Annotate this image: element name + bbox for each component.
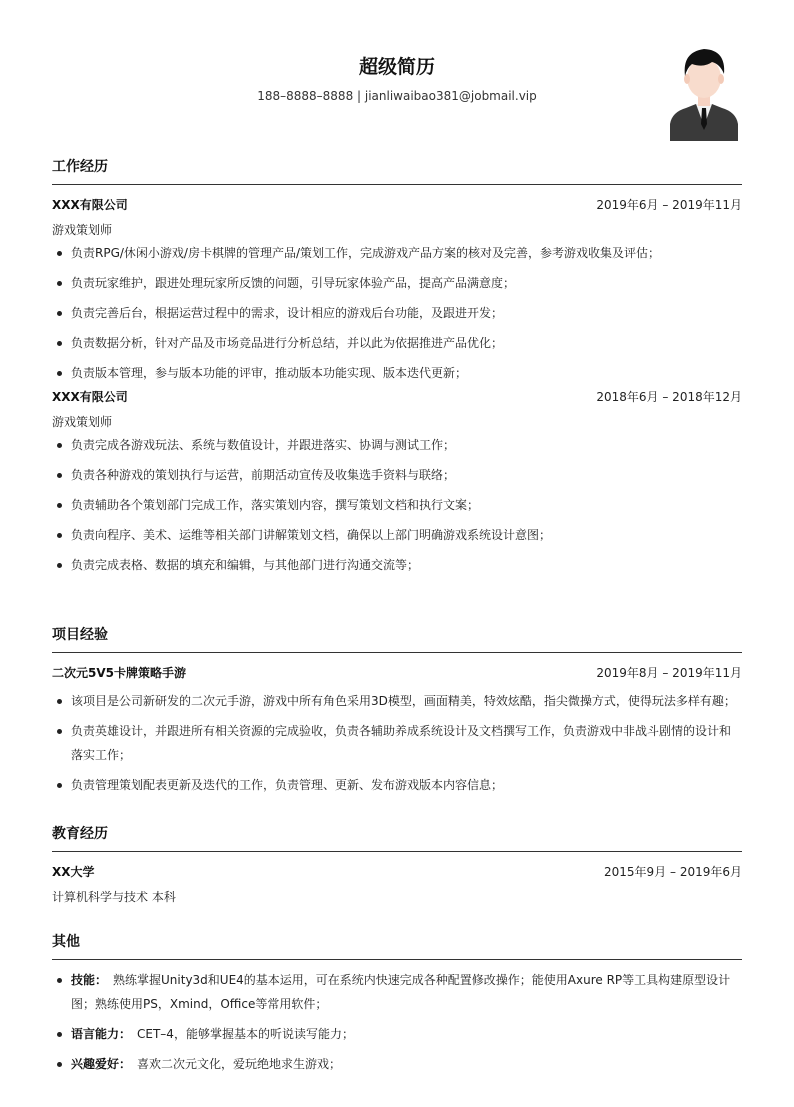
major-degree: 计算机科学与技术 本科 <box>52 890 176 904</box>
work-section <box>52 156 742 577</box>
date-range: 2015年9月 – 2019年6月 <box>604 865 742 879</box>
list-item: 该项目是公司新研发的二次元手游，游戏中所有角色采用3D模型，画面精美，特效炫酷，指尖微操方式，使得玩法多样有趣； <box>52 689 742 713</box>
education-section <box>52 823 742 905</box>
work-entry-1-bullets <box>52 241 742 385</box>
section-title-work: 工作经历 <box>52 159 108 175</box>
list-item: 负责数据分析，针对产品及市场竞品进行分析总结，并以此为依据推进产品优化； <box>52 331 742 355</box>
list-item: 负责英雄设计，并跟进所有相关资源的完成验收，负责各辅助养成系统设计及文档撰写工作，负责游戏中非战斗剧情的设计和落实工作； <box>52 719 742 767</box>
hobbies-text: 喜欢二次元文化，爱玩绝地求生游戏； <box>137 1057 342 1071</box>
list-item-hobbies <box>52 1052 742 1076</box>
other-bullets <box>52 968 742 1076</box>
list-item: 负责完善后台，根据运营过程中的需求，设计相应的游戏后台功能，及跟进开发； <box>52 301 742 325</box>
school-name: XX大学 <box>52 865 95 879</box>
list-item: 负责版本管理，参与版本功能的评审，推动版本功能实现、版本迭代更新； <box>52 361 742 385</box>
list-item: 负责管理策划配表更新及迭代的工作，负责管理、更新、发布游戏版本内容信息； <box>52 773 742 797</box>
project-bullets <box>52 689 742 797</box>
date-range: 2018年6月 – 2018年12月 <box>596 390 742 404</box>
project-name: 二次元5V5卡牌策略手游 <box>52 666 186 680</box>
date-range: 2019年8月 – 2019年11月 <box>596 666 742 680</box>
language-text: CET–4，能够掌握基本的听说读写能力； <box>137 1027 354 1041</box>
company-name: XXX有限公司 <box>52 390 128 404</box>
list-item: 负责各种游戏的策划执行与运营，前期活动宣传及收集选手资料与联络； <box>52 463 742 487</box>
language-label: 语言能力： <box>71 1027 132 1041</box>
work-entry-2-bullets <box>52 433 742 577</box>
education-header <box>52 864 742 880</box>
list-item-language <box>52 1022 742 1046</box>
skills-label: 技能： <box>71 973 108 987</box>
project-section <box>52 624 742 797</box>
work-entry-1-header <box>52 197 742 213</box>
list-item: 负责玩家维护，跟进处理玩家所反馈的问题，引导玩家体验产品，提高产品满意度； <box>52 271 742 295</box>
company-name: XXX有限公司 <box>52 198 128 212</box>
job-role: 游戏策划师 <box>52 415 113 429</box>
list-item: 负责辅助各个策划部门完成工作，落实策划内容，撰写策划文档和执行文案； <box>52 493 742 517</box>
date-range: 2019年6月 – 2019年11月 <box>596 198 742 212</box>
contact-info: 188–8888–8888 | jianliwaibao381@jobmail.vip <box>257 89 537 103</box>
list-item: 负责RPG/休闲小游戏/房卡棋牌的管理产品/策划工作，完成游戏产品方案的核对及完善，参考游戏收集及评估； <box>52 241 742 265</box>
hobbies-label: 兴趣爱好： <box>71 1057 132 1071</box>
skills-text: 熟练掌握Unity3d和UE4的基本运用，可在系统内快速完成各种配置修改操作；能使用Axure RP等工具构建原型设计图；熟练使用PS，Xmind，Office等常用软件； <box>71 973 731 1011</box>
section-title-other: 其他 <box>52 934 80 950</box>
work-entry-2-header <box>52 389 742 405</box>
section-title-project: 项目经验 <box>52 627 108 643</box>
resume-name: 超级简历 <box>358 56 435 78</box>
job-role: 游戏策划师 <box>52 223 113 237</box>
project-header <box>52 665 742 681</box>
list-item: 负责完成各游戏玩法、系统与数值设计，并跟进落实、协调与测试工作； <box>52 433 742 457</box>
list-item-skills <box>52 968 742 1016</box>
list-item: 负责向程序、美术、运维等相关部门讲解策划文档，确保以上部门明确游戏系统设计意图； <box>52 523 742 547</box>
list-item: 负责完成表格、数据的填充和编辑，与其他部门进行沟通交流等； <box>52 553 742 577</box>
section-title-education: 教育经历 <box>52 826 108 842</box>
avatar <box>670 46 738 141</box>
other-section <box>52 931 742 1076</box>
